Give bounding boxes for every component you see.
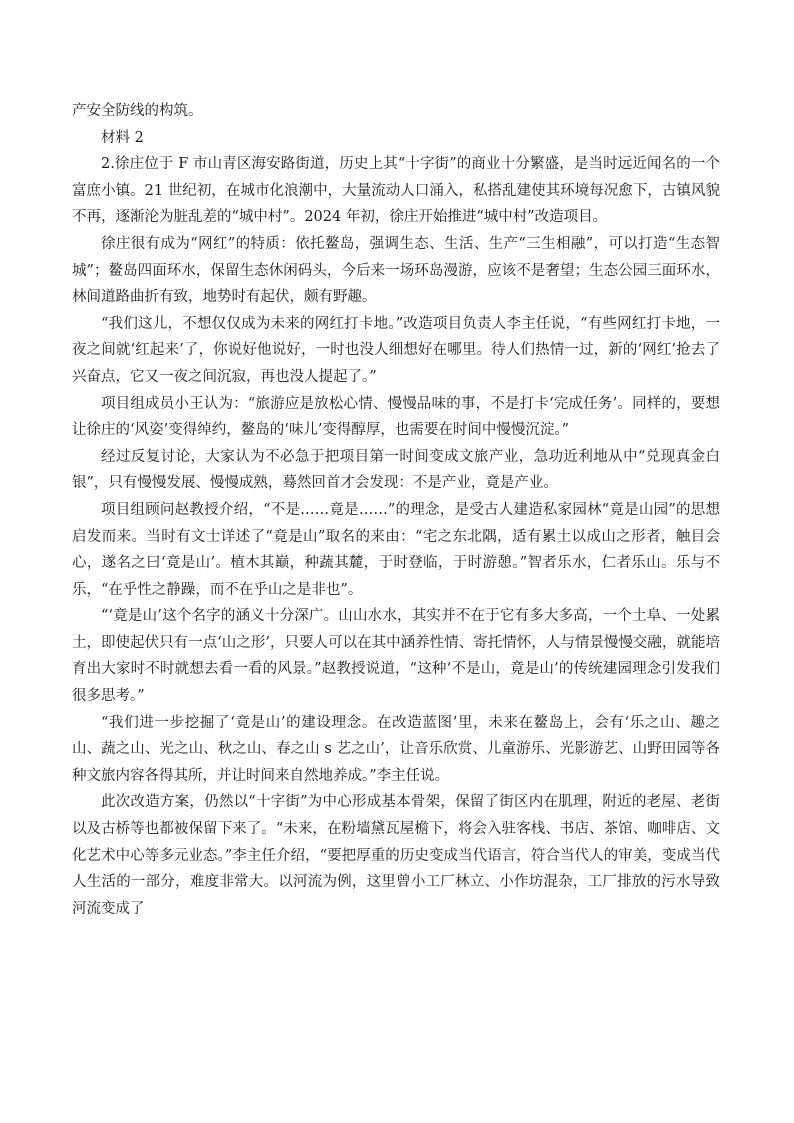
paragraph-discussion: 经过反复讨论，大家认为不必急于把项目第一时间变成文旅产业，急功近利地从中“兑现真金白银”，只有慢慢发展、慢慢成熟，蓦然回首才会发现：不是产业，竟是产业。 [72, 448, 720, 492]
paragraph-continuation: 产安全防线的构筑。 [72, 103, 203, 119]
paragraph-plan: 此次改造方案，仍然以“十字街”为中心形成基本骨架，保留了街区内在肌理，附近的老屋、老街以及古桥等也都被保留下来了。“未来，在粉墙黛瓦屋檐下，将会入驻客栈、书店、茶馆、咖啡店、文化艺术中心等多元业态。”李主任介绍，“要把厚重的历史变成当代语言，符合当代人的审美，变成当代人生活的一部分，难度非常大。以河流为例，这里曾小工厂林立、小作坊混杂，工厂排放的污水导致河流变成了 [72, 794, 720, 917]
paragraph-zhao-quote: “‘竟是山’这个名字的涵义十分深广。山山水水，其实并不在于它有多大多高，一个土阜、一处累土，即使起伏只有一点‘山之形’，只要人可以在其中涵养性情、寄托情怀，人与情景慢慢交融，就能培育出大家时不时就想去看一看的风景。”赵教授说道，“这种‘不是山，竟是山’的传统建园理念引发我们很多思考。” [72, 608, 720, 705]
material-heading: 材料 2 [101, 129, 144, 146]
document-page [72, 98, 720, 922]
paragraph-wang-quote: 项目组成员小王认为：“旅游应是放松心情、慢慢品味的事，不是打卡‘完成任务’。同样的，要想让徐庄的‘风姿’变得绰约，鳌岛的‘味儿’变得醇厚，也需要在时间中慢慢沉淀。” [72, 395, 720, 439]
paragraph-li-quote: “我们这儿，不想仅仅成为未来的网红打卡地。”改造项目负责人李主任说，“有些网红打卡地，一夜之间就‘红起来’了，你说好他说好，一时也没人细想好在哪里。待人们热情一过，新的‘网红’抢去了兴奋点，它又一夜之间沉寂，再也没人提起了。” [72, 315, 720, 385]
paragraph-features: 徐庄很有成为“网红”的特质：依托鳌岛，强调生态、生活、生产“三生相融”，可以打造“生态智城”；鳌岛四面环水，保留生态休闲码头，今后来一场环岛漫游，应该不是奢望；生态公园三面环水，林间道路曲折有致，地势时有起伏，颇有野趣。 [72, 235, 720, 306]
paragraph-zhao-intro: 项目组顾问赵教授介绍，“不是……竟是……”的理念，是受古人建造私家园林“竟是山园”的思想启发而来。当时有文士详述了“竟是山”取名的来由：“宅之东北隅，适有累土以成山之形者，触目会心，遂名之曰‘竟是山’。植木其巅，种蔬其麓，于时登临，于时游憩。”智者乐水，仁者乐山。乐与不乐，“在乎性之静躁，而不在乎山之是非也”。 [72, 501, 720, 598]
paragraph-intro: 2.徐庄位于 F 市山青区海安路街道，历史上其“十字街”的商业十分繁盛，是当时远近闻名的一个富庶小镇。21 世纪初，在城市化浪潮中，大量流动人口涌入，私搭乱建使其环境每况愈下，古镇风貌不再，逐渐沦为脏乱差的“城中村”。2024 年初，徐庄开始推进“城中村”改造项目。 [72, 156, 720, 226]
paragraph-blueprint: “我们进一步挖掘了‘竟是山’的建设理念。在改造蓝图’里，未来在鳌岛上，会有‘乐之山、趣之山、蔬之山、光之山、秋之山、春之山 s 艺之山’，让音乐欣赏、儿童游乐、光影游艺、山野田园等各种文旅内容各得其所，并让时间来自然地养成。”李主任说。 [72, 714, 720, 784]
